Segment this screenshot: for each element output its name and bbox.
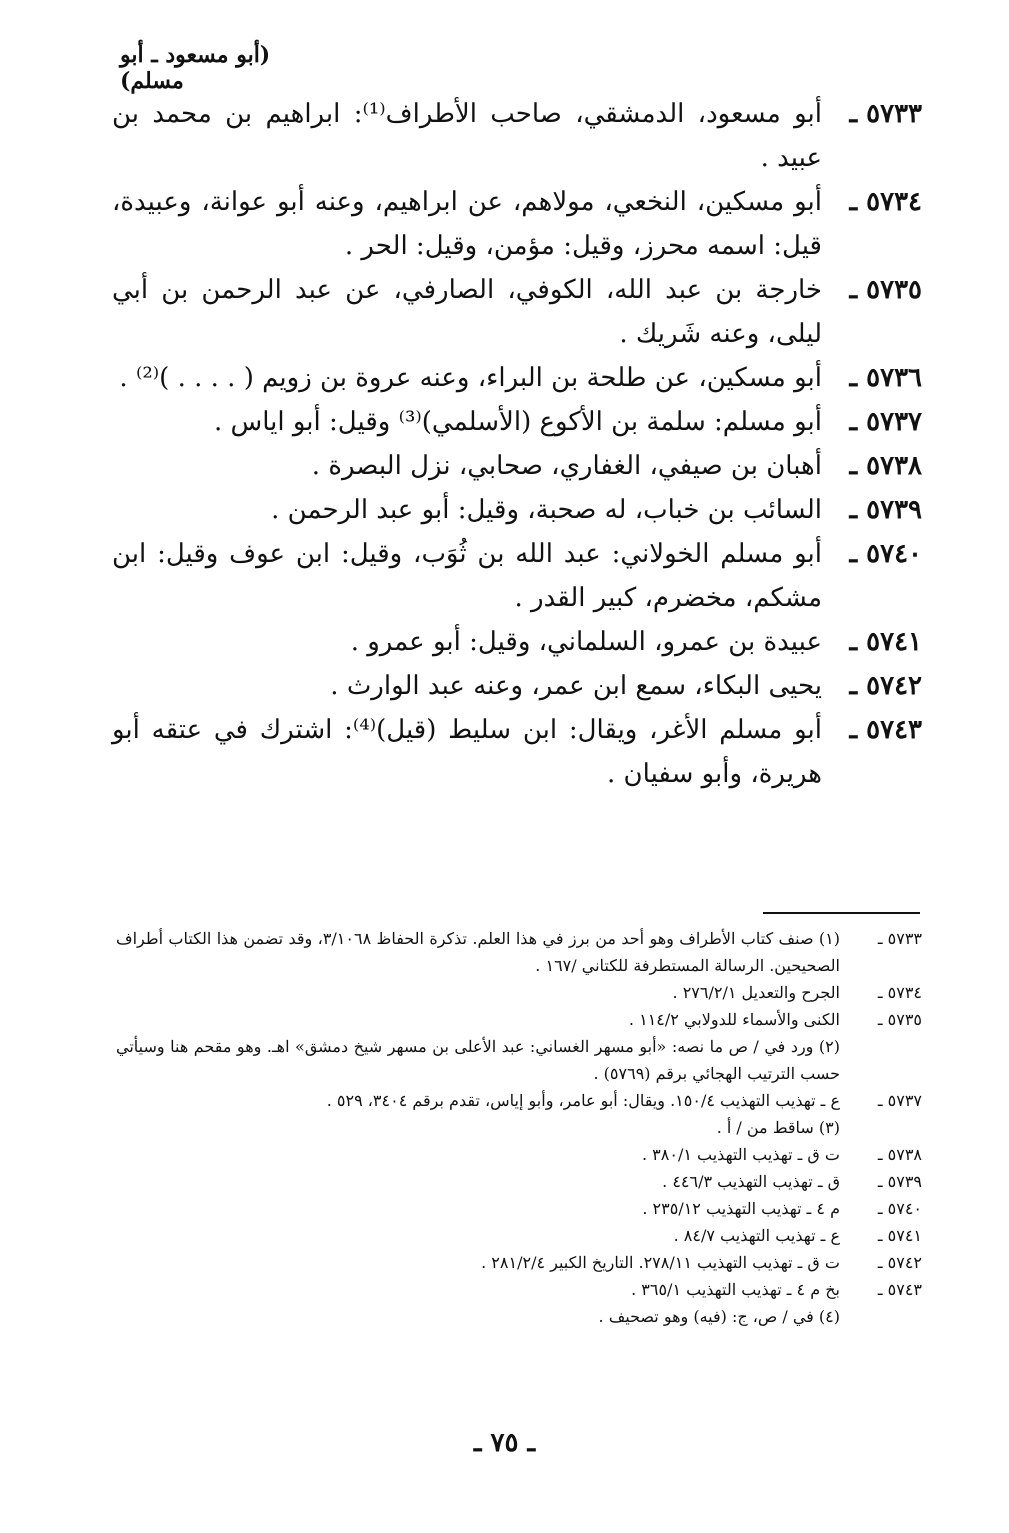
footnote — [112, 1033, 922, 1087]
footnote-ref-number: ٥٧٣٥ ـ — [877, 1010, 922, 1029]
entry-number: ٥٧٤٠ ـ — [849, 539, 922, 569]
entry-number: ٥٧٣٥ ـ — [849, 275, 922, 305]
entry-number: ٥٧٣٦ ـ — [849, 363, 922, 393]
entry-text: أبو مسكين، النخعي، مولاهم، عن ابراهيم، وعنه أبو عوانة، وعبيدة، قيل: اسمه محرز، وقيل: مؤمن، وقيل: الحر . — [112, 187, 822, 261]
entries-list — [112, 92, 922, 796]
footnote-text: بخ م ٤ ـ تهذيب التهذيب ٣٦٥/١ . — [631, 1280, 840, 1299]
footnote — [112, 1249, 922, 1276]
entry-5742 — [112, 664, 922, 708]
entry-text: يحيى البكاء، سمع ابن عمر، وعنه عبد الوارث . — [330, 671, 822, 701]
footnote-ref-number: ٥٧٣٤ ـ — [877, 983, 922, 1002]
entry-text: عبيدة بن عمرو، السلماني، وقيل: أبو عمرو . — [350, 627, 822, 657]
entry-text: أبو مسلم الخولاني: عبد الله بن ثُوَب، وقيل: ابن عوف وقيل: ابن مشكم، مخضرم، كبير القدر . — [112, 539, 822, 613]
footnote-ref-number: ٥٧٤٣ ـ — [877, 1280, 922, 1299]
footnote — [112, 979, 922, 1006]
footnote-text: (٢) ورد في / ص ما نصه: «أبو مسهر الغساني: عبد الأعلى بن مسهر شيخ دمشق» اهـ. وهو مقحم هنا وسيأتي حسب الترتيب الهجائي برقم (٥٧٦٩) . — [116, 1037, 840, 1083]
footnote — [112, 1168, 922, 1195]
footnote-text: ق ـ تهذيب التهذيب ٤٤٦/٣ . — [662, 1172, 840, 1191]
footnotes-list — [112, 925, 922, 1330]
footnote-text: (٤) في / ص، ج: (فيه) وهو تصحيف . — [598, 1307, 840, 1326]
entry-5737 — [112, 400, 922, 444]
footnote-text: ع ـ تهذيب التهذيب ١٥٠/٤. ويقال: أبو عامر، وأبو إياس، تقدم برقم ٣٤٠٤، ٥٢٩ . — [326, 1091, 840, 1110]
footnote-text: ت ق ـ تهذيب التهذيب ٢٧٨/١١. التاريخ الكبير ٢٨١/٢/٤ . — [481, 1253, 840, 1272]
footnote-text: (١) صنف كتاب الأطراف وهو أحد من برز في هذا العلم. تذكرة الحفاظ ٣/١٠٦٨، وقد تضمن هذا الكتاب أطراف الصحيحين. الرسالة المستطرفة للكتاني /١٦٧ . — [116, 929, 840, 975]
entry-text: أبو مسلم الأغر، ويقال: ابن سليط (قيل)⁽⁴⁾: اشترك في عتقه أبو هريرة، وأبو سفيان . — [112, 715, 822, 789]
entry-number: ٥٧٣٨ ـ — [849, 451, 922, 481]
entry-number: ٥٧٣٤ ـ — [849, 187, 922, 217]
footnote — [112, 1222, 922, 1249]
entry-5734 — [112, 180, 922, 268]
entry-number: ٥٧٤٣ ـ — [849, 715, 922, 745]
entry-text: السائب بن خباب، له صحبة، وقيل: أبو عبد الرحمن . — [271, 495, 822, 525]
page-number: ـ ٧٥ ـ — [473, 1428, 536, 1458]
footnote-ref-number: ٥٧٣٩ ـ — [877, 1172, 922, 1191]
running-header: (أبو مسعود ـ أبو مسلم) — [120, 42, 271, 94]
footnote — [112, 1141, 922, 1168]
entry-number: ٥٧٤٢ ـ — [849, 671, 922, 701]
footnote-ref-number: ٥٧٤٢ ـ — [877, 1253, 922, 1272]
entry-text: أبو مسكين، عن طلحة بن البراء، وعنه عروة بن زويم ( . . . . )⁽²⁾ . — [119, 363, 822, 393]
footnote-text: الكنى والأسماء للدولابي ١١٤/٢ . — [628, 1010, 840, 1029]
footnote — [112, 925, 922, 979]
footnote-text: (٣) ساقط من / أ . — [716, 1118, 840, 1137]
footnote-text: ت ق ـ تهذيب التهذيب ٣٨٠/١ . — [641, 1145, 840, 1164]
entry-text: أبو مسلم: سلمة بن الأكوع (الأسلمي)⁽³⁾ وقيل: أبو اياس . — [213, 407, 822, 437]
entry-5735 — [112, 268, 922, 356]
footnote — [112, 1303, 922, 1330]
footnote-text: الجرح والتعديل ٢٧٦/٢/١ . — [672, 983, 840, 1002]
entry-5741 — [112, 620, 922, 664]
entry-text: خارجة بن عبد الله، الكوفي، الصارفي، عن عبد الرحمن بن أبي ليلى، وعنه شَريك . — [112, 275, 822, 349]
entry-5743 — [112, 708, 922, 796]
footnote — [112, 1195, 922, 1222]
footnote-divider — [763, 912, 920, 914]
entry-5736 — [112, 356, 922, 400]
footnote-ref-number: ٥٧٤١ ـ — [877, 1226, 922, 1245]
footnote-ref-number: ٥٧٣٧ ـ — [877, 1091, 922, 1110]
entry-5739 — [112, 488, 922, 532]
entry-5740 — [112, 532, 922, 620]
footnote — [112, 1114, 922, 1141]
entry-number: ٥٧٣٣ ـ — [849, 99, 922, 129]
footnote-text: ع ـ تهذيب التهذيب ٨٤/٧ . — [673, 1226, 840, 1245]
entry-text: أهبان بن صيفي، الغفاري، صحابي، نزل البصرة . — [311, 451, 822, 481]
entry-5738 — [112, 444, 922, 488]
entry-text: أبو مسعود، الدمشقي، صاحب الأطراف⁽¹⁾: ابراهيم بن محمد بن عبيد . — [112, 99, 822, 173]
footnote-ref-number: ٥٧٤٠ ـ — [877, 1199, 922, 1218]
entry-number: ٥٧٤١ ـ — [849, 627, 922, 657]
entry-5733 — [112, 92, 922, 180]
footnote — [112, 1276, 922, 1303]
entry-number: ٥٧٣٩ ـ — [849, 495, 922, 525]
footnote — [112, 1087, 922, 1114]
footnote-ref-number: ٥٧٣٨ ـ — [877, 1145, 922, 1164]
footnote — [112, 1006, 922, 1033]
entry-number: ٥٧٣٧ ـ — [849, 407, 922, 437]
footnote-ref-number: ٥٧٣٣ ـ — [877, 929, 922, 948]
footnote-text: م ٤ ـ تهذيب التهذيب ٢٣٥/١٢ . — [642, 1199, 840, 1218]
